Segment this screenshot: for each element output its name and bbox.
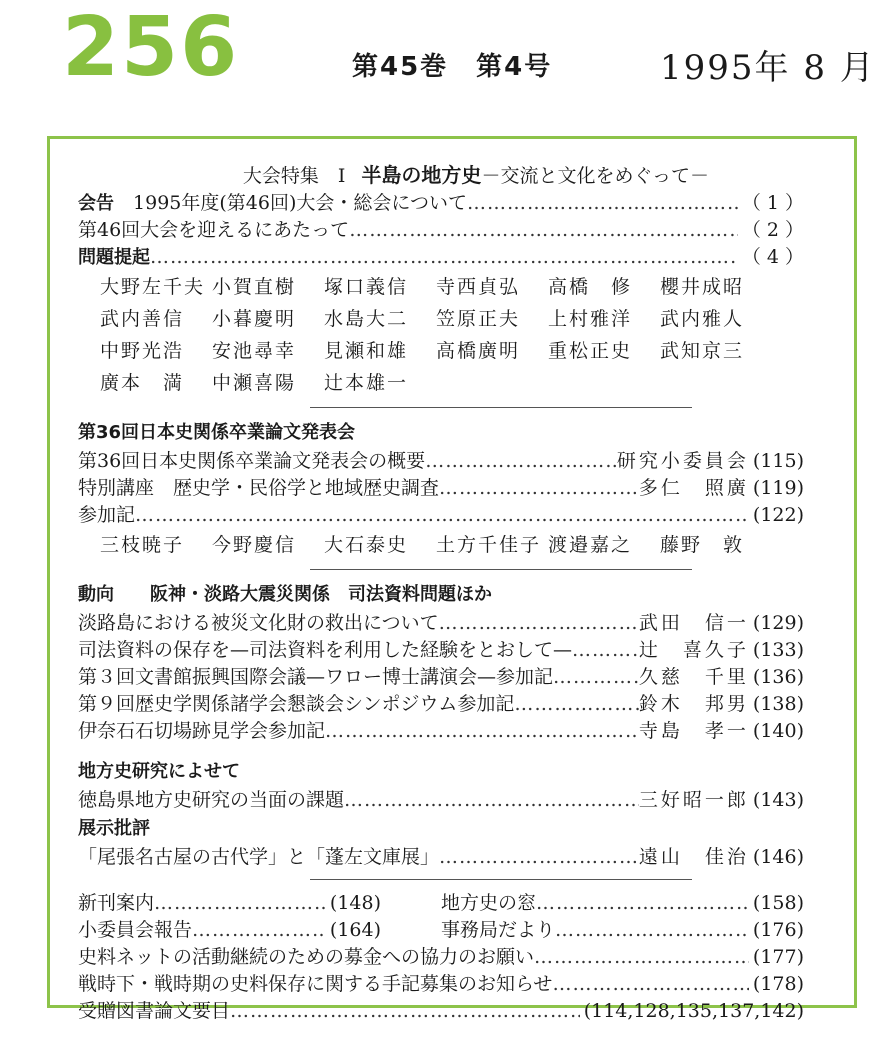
leader-dots [536, 890, 749, 917]
name: 辻本雄一 [324, 372, 409, 394]
name: 見瀬和雄 [324, 340, 409, 362]
toc-entry[interactable] [78, 890, 441, 917]
page-number: （ 4 ） [741, 246, 804, 268]
name: 高橋 修 [548, 276, 633, 298]
name: 寺西貞弘 [436, 276, 521, 298]
toc-entry[interactable] [78, 475, 804, 502]
section-divider [310, 879, 692, 880]
entry-title: 参加記 [78, 504, 136, 526]
toc-entry[interactable] [78, 971, 804, 998]
entry-title: 第３回文書館振興国際会議—ワロー博士講演会—参加記 [78, 666, 554, 688]
toc-entry[interactable] [78, 190, 804, 217]
name: 中瀬喜陽 [212, 372, 297, 394]
name: 武内雅人 [660, 308, 745, 330]
page-number: （ 1 ） [741, 192, 804, 214]
two-column-row [78, 917, 804, 944]
toc-entry[interactable] [78, 637, 804, 664]
toc-entry[interactable] [78, 844, 804, 871]
entry-label: 会告 [78, 193, 114, 214]
name: 中野光浩 [100, 340, 185, 362]
toc-entry[interactable] [78, 787, 804, 814]
leader-dots [439, 844, 639, 871]
page-number: (158) [752, 892, 804, 914]
page-number: (148) [329, 892, 381, 914]
toc-entry[interactable] [441, 917, 804, 944]
page-number: (136) [752, 666, 804, 688]
entry-title: 徳島県地方史研究の当面の課題 [78, 789, 345, 811]
toc-entry[interactable] [78, 448, 804, 475]
section-heading: 第36回日本史関係卒業論文発表会 [78, 422, 356, 443]
entry-author: 三好昭一郎 [638, 789, 749, 811]
entry-title: 特別講座 歴史学・民俗学と地域歴史調査 [78, 477, 440, 499]
toc-entry[interactable] [78, 664, 804, 691]
entry-author: 寺島 孝一 [638, 720, 749, 742]
entry-author: 武田 信一 [638, 612, 749, 634]
toc-entry[interactable] [78, 917, 441, 944]
name: 大野左千夫 [100, 276, 206, 298]
entry-author: 久慈 千里 [638, 666, 749, 688]
name: 藤野 敦 [660, 534, 745, 556]
entry-title: 「尾張名古屋の古代学」と「蓬左文庫展」 [78, 846, 440, 868]
leader-dots [154, 890, 326, 917]
leader-dots [192, 917, 326, 944]
presenter-names [78, 271, 804, 399]
page-number: (119) [752, 477, 804, 499]
leader-dots [349, 217, 738, 244]
name: 重松正史 [548, 340, 633, 362]
entry-title: 戦時下・戦時期の史料保存に関する手記募集のお知らせ [78, 973, 553, 995]
publication-date: 1995年 8 月 [660, 48, 876, 88]
leader-dots [572, 637, 639, 664]
two-column-row [78, 890, 804, 917]
toc-entry[interactable] [78, 502, 804, 529]
name: 小賀直樹 [212, 276, 297, 298]
toc-entry[interactable] [78, 998, 804, 1025]
leader-dots [553, 664, 639, 691]
heading-label: 動向 [78, 584, 114, 605]
leader-dots [344, 787, 639, 814]
entry-title: 受贈図書論文要目 [78, 1000, 231, 1022]
page-number: (164) [329, 919, 381, 941]
entry-title: 淡路島における被災文化財の救出について [78, 612, 439, 634]
name: 渡邉嘉之 [548, 534, 633, 556]
page-number: (138) [752, 693, 804, 715]
name: 小暮慶明 [212, 308, 297, 330]
entry-title: 第９回歴史学関係諸学会懇談会シンポジウム参加記 [78, 693, 515, 715]
entry-title: 問題提起 [78, 247, 150, 268]
name: 武内善信 [100, 308, 185, 330]
entry-title: 事務局だより [441, 919, 556, 941]
page-number: (129) [752, 612, 804, 634]
page-number: （ 2 ） [741, 219, 804, 241]
page-number: (115) [752, 450, 804, 472]
page-number: (133) [752, 639, 804, 661]
leader-dots [439, 610, 639, 637]
name: 上村雅洋 [548, 308, 633, 330]
leader-dots [150, 244, 738, 271]
name: 高橋廣明 [436, 340, 521, 362]
section-heading [78, 580, 804, 610]
entry-title: 地方史の窓 [441, 892, 537, 914]
feature-title [148, 160, 804, 190]
entry-author: 辻 喜久子 [638, 639, 749, 661]
participant-names [78, 529, 804, 561]
section-heading: 展示批評 [78, 818, 150, 839]
volume-issue: 第45巻 第4号 [352, 52, 553, 82]
entry-author: 遠山 佳治 [638, 846, 749, 868]
leader-dots [230, 998, 580, 1025]
leader-dots [325, 718, 639, 745]
entry-title: 第46回大会を迎えるにあたって [78, 219, 350, 241]
feature-label: 大会特集 Ⅰ [242, 165, 346, 187]
page-number: (114,128,135,137,142) [583, 1000, 804, 1022]
name: 安池尋幸 [212, 340, 297, 362]
toc-entry[interactable] [78, 610, 804, 637]
page-number: (146) [752, 846, 804, 868]
entry-title: 司法資料の保存を—司法資料を利用した経験をとおして— [78, 639, 573, 661]
name: 今野慶信 [212, 534, 297, 556]
page-number: (143) [752, 789, 804, 811]
table-of-contents [78, 160, 804, 1025]
page-number: (177) [752, 946, 804, 968]
page-number: (176) [752, 919, 804, 941]
heading-text: 阪神・淡路大震災関係 司法資料問題ほか [150, 584, 492, 605]
leader-dots [135, 502, 749, 529]
name: 塚口義信 [324, 276, 409, 298]
page-number: (140) [752, 720, 804, 742]
name: 廣本 満 [100, 372, 185, 394]
toc-entry[interactable] [78, 244, 804, 271]
entry-author: 多仁 照廣 [638, 477, 749, 499]
toc-entry[interactable] [78, 691, 804, 718]
leader-dots [534, 944, 749, 971]
name: 三枝暁子 [100, 534, 185, 556]
section-divider [310, 407, 692, 408]
leader-dots [467, 190, 738, 217]
entry-title: 史料ネットの活動継続のための募金への協力のお願い [78, 946, 535, 968]
leader-dots [552, 971, 748, 998]
entry-title: 新刊案内 [78, 892, 155, 914]
toc-entry[interactable] [441, 890, 804, 917]
leader-dots [514, 691, 639, 718]
name: 水島大二 [324, 308, 409, 330]
section-heading: 地方史研究によせて [78, 761, 240, 782]
section-divider [310, 569, 692, 570]
name: 櫻井成昭 [660, 276, 745, 298]
page-number: (178) [752, 973, 804, 995]
name: 土方千佳子 [436, 534, 542, 556]
leader-dots [439, 475, 639, 502]
feature-subtitle: －交流と文化をめぐって－ [481, 165, 710, 187]
page-number: (122) [752, 504, 804, 526]
feature-main: 半島の地方史 [361, 163, 482, 187]
toc-entry[interactable] [78, 718, 804, 745]
entry-title: 伊奈石石切場跡見学会参加記 [78, 720, 326, 742]
entry-title: 小委員会報告 [78, 919, 193, 941]
entry-title: 1995年度(第46回)大会・総会について [133, 192, 467, 214]
entry-author: 鈴木 邦男 [638, 693, 749, 715]
toc-entry[interactable] [78, 944, 804, 971]
entry-author: 研究小委員会 [616, 450, 749, 472]
name: 武知京三 [660, 340, 745, 362]
toc-entry[interactable] [78, 217, 804, 244]
issue-number: 256 [62, 0, 240, 95]
name: 大石泰史 [324, 534, 409, 556]
entry-title: 第36回日本史関係卒業論文発表会の概要 [78, 450, 426, 472]
leader-dots [425, 448, 617, 475]
leader-dots [555, 917, 749, 944]
name: 笠原正夫 [436, 308, 521, 330]
